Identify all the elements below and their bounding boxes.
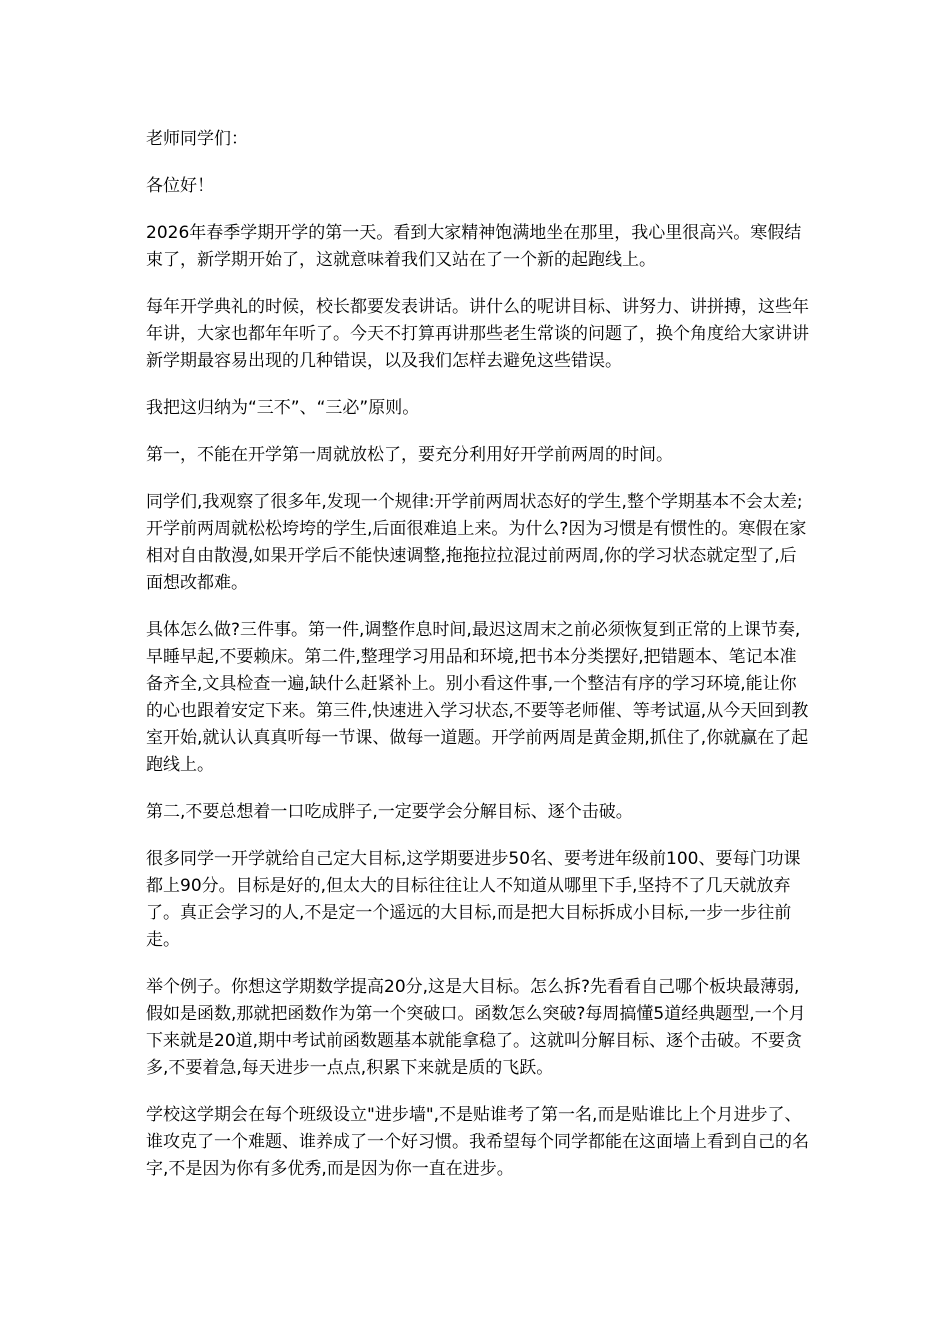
body-paragraph: 我把这归纳为“三不”、“三必”原则。 xyxy=(146,398,420,418)
body-paragraph: 2026年春季学期开学的第一天。看到大家精神饱满地坐在那里，我心里很高兴。寒假结束了，新学期开始了，这就意味着我们又站在了一个新的起跑线上。 xyxy=(146,223,802,270)
body-paragraph: 同学们,我观察了很多年,发现一个规律:开学前两周状态好的学生,整个学期基本不会太差;开学前两周就松松垮垮的学生,后面很难追上来。为什么?因为习惯是有惯性的。寒假在家相对自由散漫,如果开学后不能快速调整,拖拖拉拉混过前两周,你的学习状态就定型了,后面想改都难。 xyxy=(146,492,807,593)
body-paragraph: 每年开学典礼的时候，校长都要发表讲话。讲什么的呢讲目标、讲努力、讲拼搏，这些年年讲，大家也都年年听了。今天不打算再讲那些老生常谈的问题了，换个角度给大家讲讲新学期最容易出现的几种错误，以及我们怎样去避免这些错误。 xyxy=(146,297,809,371)
body-paragraph: 学校这学期会在每个班级设立"进步墙",不是贴谁考了第一名,而是贴谁比上个月进步了、谁攻克了一个难题、谁养成了一个好习惯。我希望每个同学都能在这面墙上看到自己的名字,不是因为你有多优秀,而是因为你一直在进步。 xyxy=(146,1105,809,1179)
section-heading: 第二,不要总想着一口吃成胖子,一定要学会分解目标、逐个击破。 xyxy=(146,802,633,822)
greeting-line: 老师同学们： xyxy=(146,129,248,149)
section-heading: 第一，不能在开学第一周就放松了，要充分利用好开学前两周的时间。 xyxy=(146,445,673,465)
body-paragraph: 举个例子。你想这学期数学提高20分,这是大目标。怎么拆?先看看自己哪个板块最薄弱,假如是函数,那就把函数作为第一个突破口。函数怎么突破?每周搞懂5道经典题型,一个月下来就是20道,期中考试前函数题基本就能拿稳了。这就叫分解目标、逐个击破。不要贪多,不要着急,每天进步一点点,积累下来就是质的飞跃。 xyxy=(146,977,806,1078)
salutation-line: 各位好！ xyxy=(146,176,214,196)
body-paragraph: 具体怎么做?三件事。第一件,调整作息时间,最迟这周末之前必须恢复到正常的上课节奏,早睡早起,不要赖床。第二件,整理学习用品和环境,把书本分类摆好,把错题本、笔记本准备齐全,文具检查一遍,缺什么赶紧补上。别小看这件事,一个整洁有序的学习环境,能让你的心也跟着安定下来。第三件,快速进入学习状态,不要等老师催、等考试逼,从今天回到教室开始,就认认真真听每一节课、做每一道题。开学前两周是黄金期,抓住了,你就赢在了起跑线上。 xyxy=(146,620,809,775)
document-body xyxy=(146,126,810,1203)
body-paragraph: 很多同学一开学就给自己定大目标,这学期要进步50名、要考进年级前100、要每门功课都上90分。目标是好的,但太大的目标往往让人不知道从哪里下手,坚持不了几天就放弃了。真正会学习的人,不是定一个遥远的大目标,而是把大目标拆成小目标,一步一步往前走。 xyxy=(146,849,801,950)
